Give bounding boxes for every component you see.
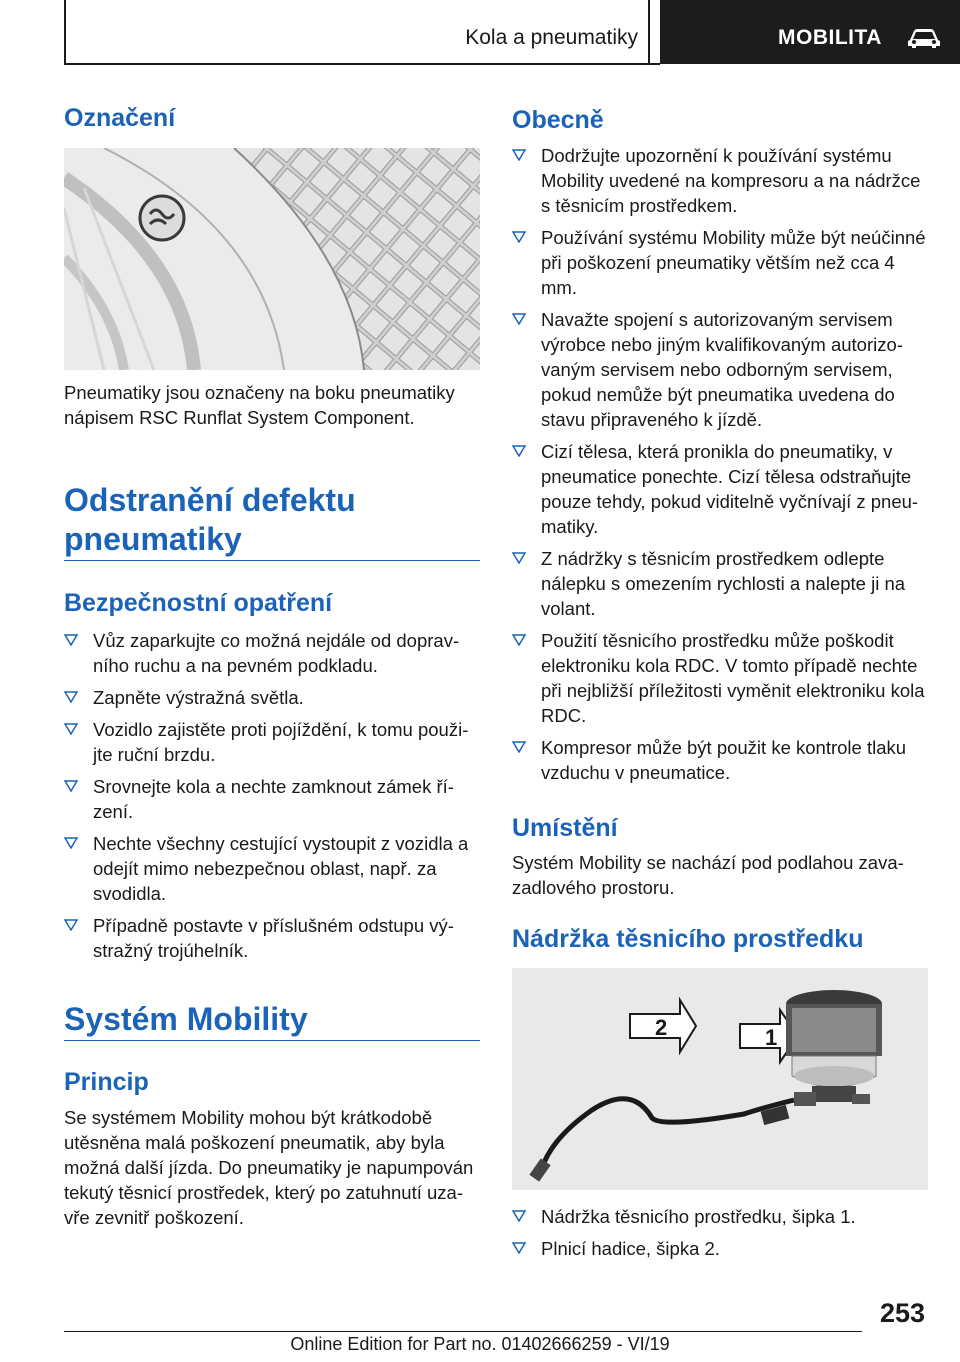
figure-label-1: 1 [765,1025,778,1050]
heading-rule [64,1040,480,1041]
triangle-bullet-icon [64,837,78,849]
heading-obecne: Obecně [512,106,604,134]
list-item: Dodržujte upozornění k používání systému Mobility uvedené na kompresoru a na nádržce s těsnicím prostředkem. [512,143,928,218]
car-icon [906,27,942,49]
list-item: Vozidlo zajistěte proti pojíždění, k tomu použijte ruční brzdu. [64,717,480,767]
umisteni-text: Systém Mobility se nachází pod podlahou zavazadlového prostoru. [512,852,904,898]
list-item: Plnicí hadice, šipka 2. [512,1236,928,1261]
header-frame-divider [648,0,650,64]
triangle-bullet-icon [512,231,526,243]
list-item: Z nádržky s těsnicím prostředkem odlepte nálepku s omezením rychlosti a nalepte ji na volant. [512,546,928,621]
nadrzka-list [512,1204,928,1268]
triangle-bullet-icon [64,919,78,931]
list-item: Zapněte výstražná světla. [64,685,480,710]
list-item: Použití těsnicího prostředku může poškodit elektroniku kola RDC. V tomto případě nechte při nejbližší příležitosti vyměnit elektroniku kola RDC. [512,628,928,728]
list-item: Vůz zaparkujte co možná nejdále od dopravního ruchu a na pevném podkladu. [64,628,480,678]
page-number: 253 [880,1298,926,1328]
triangle-bullet-icon [64,691,78,703]
triangle-bullet-icon [512,552,526,564]
heading-odstraneni-line2: pneumatiky [64,521,242,557]
heading-princip: Princip [64,1068,149,1096]
sealant-container-figure [512,968,928,1190]
bezpecnost-list [64,628,480,970]
header-frame-left [64,0,66,64]
princip-text: Se systémem Mobility mohou být krátkodobě utěsněna malá poškození pneumatik, aby byla možná další jízda. Do pneumatiky je napumpován tekutý těsnicí prostředek, který po zatuhnutí uzavře zevnitř poškození. [64,1107,474,1228]
list-item: Nechte všechny cestující vystoupit z vozidla a odejít mimo nebezpečnou oblast, např. za svodidla. [64,831,480,906]
list-item: Používání systému Mobility může být neúčinné při poškození pneumatiky větším než cca 4 mm. [512,225,928,300]
list-item: Srovnejte kola a nechte zamknout zámek řízení. [64,774,480,824]
header-frame-bottom [64,63,660,65]
triangle-bullet-icon [64,634,78,646]
heading-nadrzka: Nádržka těsnicího prostředku [512,925,864,953]
triangle-bullet-icon [512,313,526,325]
list-item: Cizí tělesa, která pronikla do pneumatiky, v pneumatice ponechte. Cizí tělesa odstraňujte pouze tehdy, pokud viditelně vyčnívají z pneumatiky. [512,439,928,539]
triangle-bullet-icon [64,723,78,735]
list-item: Případně postavte v příslušném odstupu výstražný trojúhelník. [64,913,480,963]
heading-rule [64,560,480,561]
triangle-bullet-icon [64,780,78,792]
list-item: Navažte spojení s autorizovaným servisem výrobce nebo jiným kvalifikovaným autorizovaným servisem nebo odborným servisem, pokud nemůže být pneumatika uvedena do stavu připraveného k jízdě. [512,307,928,432]
list-item: Kompresor může být použit ke kontrole tlaku vzduchu v pneumatice. [512,735,928,785]
heading-oznaceni: Označení [64,104,176,132]
triangle-bullet-icon [512,1242,526,1254]
tire-sidewall-image [64,148,480,370]
figure-label-2: 2 [655,1015,668,1040]
heading-system-mobility: Systém Mobility [64,1001,308,1037]
list-item: Nádržka těsnicího prostředku, šipka 1. [512,1204,928,1229]
triangle-bullet-icon [512,741,526,753]
footer-edition: Online Edition for Part no. 01402666259 - VI/19 [290,1334,670,1354]
heading-odstraneni-defektu [64,481,480,559]
obecne-list [512,143,928,792]
heading-bezpecnost: Bezpečnostní opatření [64,589,333,617]
oznaceni-text: Pneumatiky jsou označeny na boku pneumatiky nápisem RSC Runflat System Component. [64,382,455,428]
triangle-bullet-icon [512,1210,526,1222]
triangle-bullet-icon [512,445,526,457]
header-chapter-label: MOBILITA [778,26,882,49]
footer-rule [64,1331,862,1332]
heading-odstraneni-line1: Odstranění defektu [64,482,356,518]
header-chapter-tab [660,0,960,64]
heading-umisteni: Umístění [512,814,618,842]
header-section-title: Kola a pneumatiky [465,26,638,49]
triangle-bullet-icon [512,149,526,161]
triangle-bullet-icon [512,634,526,646]
